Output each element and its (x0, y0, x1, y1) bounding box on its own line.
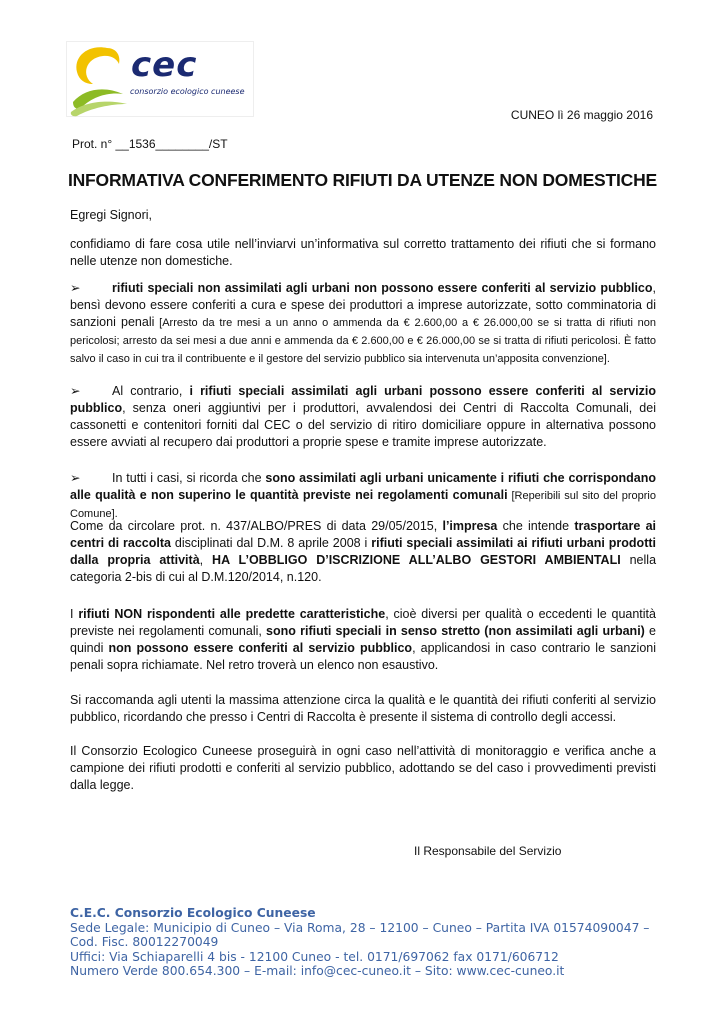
bullet-pre: Al contrario, (112, 384, 190, 398)
paragraph-non-rispondenti (70, 606, 656, 674)
footer-company-name: C.E.C. Consorzio Ecologico Cuneese (70, 906, 316, 920)
bullet-arrow-icon: ➢ (70, 281, 81, 295)
intro-paragraph: confidiamo di fare cosa utile nell’inviarvi un’informativa sul corretto trattamento dei rifiuti che si formano nelle utenze non domestiche. (70, 237, 656, 268)
bullet-note: [Arresto da tre mesi a un anno o ammenda da € 2.600,00 a € 26.000,00 se si tratta di rifiuti non pericolosi; arresto da sei mesi a due anni e ammenda da € 2.600,00 e € 26.000,00 se si tratta di rifiuti pericolosi. È fatto salvo il caso in cui tra il contribuente e il gestore del servizio pubblico sia intervenuta un’apposita convenzione]. (70, 317, 657, 365)
paragraph-raccomanda: Si raccomanda agli utenti la massima attenzione circa la qualità e le quantità dei rifiuti conferiti al servizio pubblico, ricordando che presso i Centri di Raccolta è presente il sistema di controllo degli accessi. (70, 693, 656, 724)
bullet-bold: rifiuti speciali non assimilati agli urbani non possono essere conferiti al servizio pubblico (112, 281, 653, 295)
bullet-pre: In tutti i casi, si ricorda che (112, 471, 266, 485)
bold-span: rifiuti speciali assimilati ai rifiuti urbani prodotti dalla propria attività (70, 536, 656, 567)
footer (70, 906, 670, 979)
text-span: , applicandosi in caso contrario le sanzioni penali sopra richiamate. Nel retro troverà un elenco non esaustivo. (70, 641, 656, 672)
paragraph-consorzio: Il Consorzio Ecologico Cuneese proseguirà in ogni caso nell’attività di monitoraggio e verifica anche a campione dei rifiuti prodotti e conferiti al servizio pubblico, adottando se del caso i provvedimenti previsti dalla legge. (70, 744, 656, 792)
greeting: Egregi Signori, (70, 208, 152, 222)
bullet-text: , senza oneri aggiuntivi per i produttori, avvalendosi dei Centri di Raccolta Comunali, dei cassonetti e contenitori forniti dal CEC o del servizio di ritiro domiciliare oppure in alternativa possono essere avviati al recupero dai produttori a proprie spese e tramite imprese autorizzate. (70, 401, 656, 449)
bold-span: HA L’OBBLIGO D’ISCRIZIONE ALL’ALBO GESTORI AMBIENTALI (212, 553, 621, 567)
bullet-arrow-icon: ➢ (70, 384, 81, 398)
logo-tagline: consorzio ecologico cuneese (130, 87, 245, 96)
bullet-text: , bensì devono essere conferiti a cura e spese dei produttori a imprese autorizzate, sotto comminatoria di sanzioni penali (70, 281, 656, 329)
bullet-non-assimilati (70, 280, 656, 368)
paragraph-circolare (70, 518, 656, 586)
text-span: nella categoria 2-bis di cui al D.M.120/2014, n.120. (70, 553, 657, 584)
protocol-number: Prot. n° __1536________/ST (72, 137, 228, 151)
bullet-bold: i rifiuti speciali assimilati agli urbani possono essere conferiti al servizio pubblico (70, 384, 656, 415)
bold-span: sono rifiuti speciali in senso stretto (non assimilati agli urbani) (266, 624, 645, 638)
bullet-note: [Reperibili sul sito del proprio Comune]. (70, 490, 656, 520)
text-span: , (199, 553, 213, 567)
text-span: Come da circolare prot. n. 437/ALBO/PRES di data 29/05/2015, (70, 519, 443, 533)
logo-wordmark: cec (131, 45, 198, 85)
text-span: I (70, 607, 79, 621)
bold-span: l’impresa (442, 519, 498, 533)
bullet-assimilati (70, 383, 656, 451)
footer-legal-address: Sede Legale: Municipio di Cuneo – Via Roma, 28 – 12100 – Cuneo – Partita IVA 01574090047 – Cod. Fisc. 80012270049 (70, 920, 650, 949)
signature: Il Responsabile del Servizio (414, 844, 562, 858)
text-span: disciplinati dal D.M. 8 aprile 2008 i (170, 536, 372, 550)
text-span: e quindi (70, 624, 656, 655)
page-title: INFORMATIVA CONFERIMENTO RIFIUTI DA UTENZE NON DOMESTICHE (67, 170, 658, 190)
bullet-bold: sono assimilati agli urbani unicamente i rifiuti che corrispondano alle qualità e non superino le quantità previste nei regolamenti comunali (70, 471, 656, 502)
bold-span: trasportare ai centri di raccolta (70, 519, 656, 550)
text-span: che intende (497, 519, 575, 533)
footer-contacts: Numero Verde 800.654.300 – E-mail: info@cec-cuneo.it – Sito: www.cec-cuneo.it (70, 964, 565, 978)
text-span: , cioè diversi per qualità o eccedenti le quantità previste nei regolamenti comunali, (70, 607, 656, 638)
cec-logo (66, 41, 254, 117)
bold-span: rifiuti NON rispondenti alle predette caratteristiche (78, 607, 386, 621)
bold-span: non possono essere conferiti al servizio pubblico (108, 641, 413, 655)
bullet-arrow-icon: ➢ (70, 471, 81, 485)
footer-offices: Uffici: Via Schiaparelli 4 bis - 12100 Cuneo - tel. 0171/697062 fax 0171/606712 (70, 949, 559, 964)
bullet-tutti-i-casi (70, 470, 656, 523)
document-date: CUNEO lì 26 maggio 2016 (510, 108, 653, 122)
